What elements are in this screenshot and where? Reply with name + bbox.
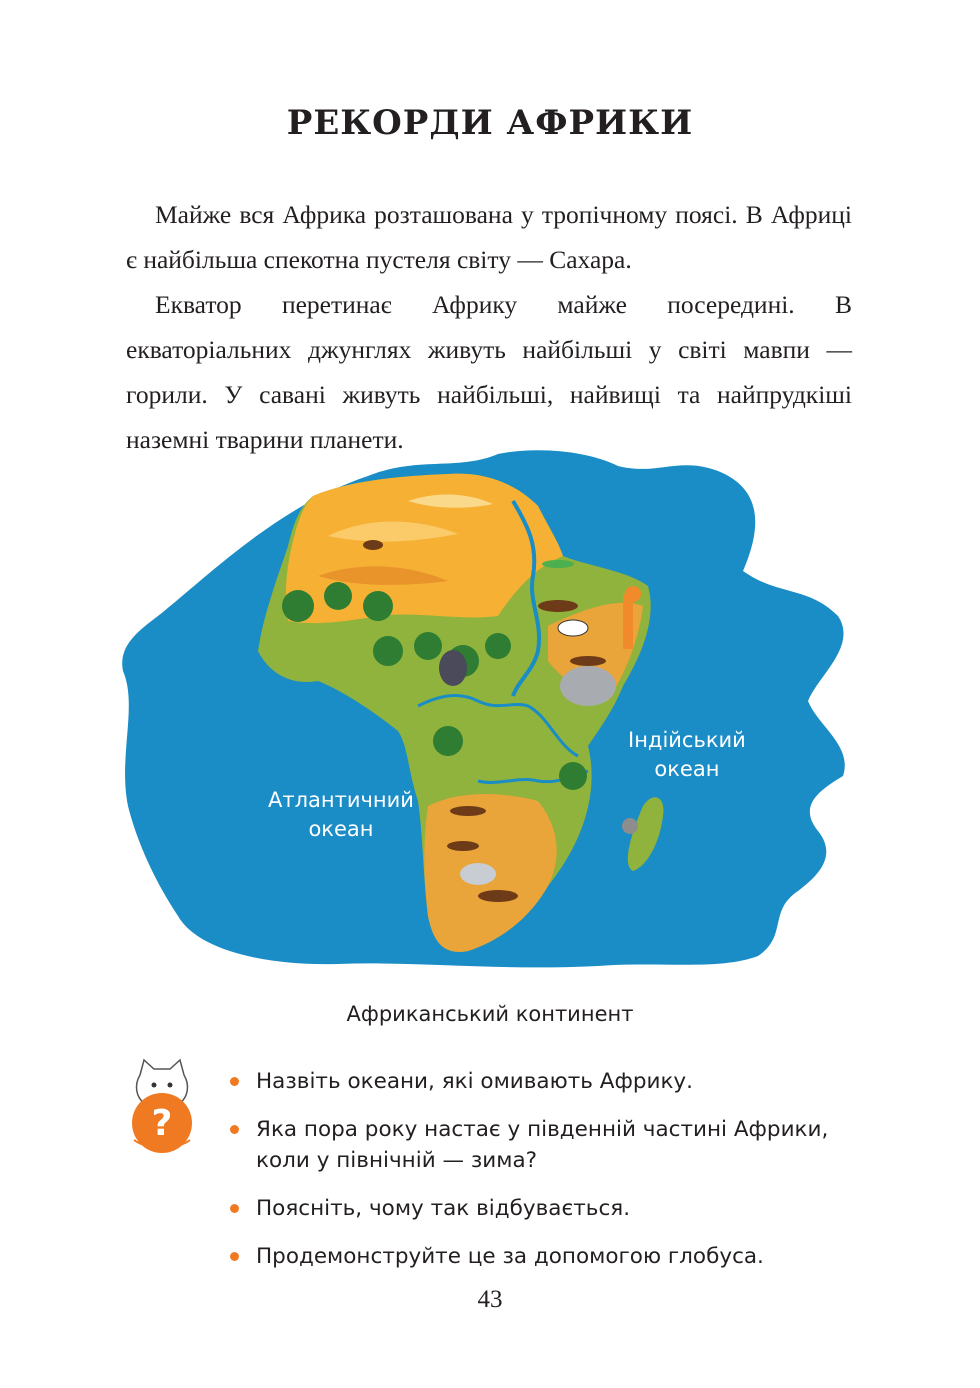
body-text: [126, 192, 852, 462]
page-title: РЕКОРДИ АФРИКИ: [286, 103, 694, 143]
giraffe-head-icon: [625, 586, 641, 602]
list-item: Яка пора року настає у південній частині Африки, коли у північній — зима?: [228, 1114, 868, 1176]
list-item: Продемонструйте це за допомогою глобуса.: [228, 1241, 868, 1272]
cat-question-icon: [122, 1055, 202, 1155]
africa-map: [118, 446, 858, 976]
paragraph: Майже вся Африка розташована у тропічному поясі. В Африці є найбільша спекотна пустеля світу — Сахара.: [126, 200, 852, 274]
indian-ocean-label: Індійський океан: [628, 728, 746, 781]
figure-caption: Африканський континент: [346, 1002, 634, 1026]
lemur-icon: [622, 818, 638, 834]
crocodile-icon: [542, 560, 574, 568]
svg-text:?: ?: [151, 1103, 173, 1144]
africa-map-illustration: [118, 446, 858, 976]
gorilla-icon: [439, 650, 467, 686]
list-item: Назвіть океани, які омивають Африку.: [228, 1066, 868, 1097]
bullet-icon: [230, 1077, 239, 1086]
camel-icon: [363, 540, 383, 550]
list-item: Поясніть, чому так відбувається.: [228, 1193, 868, 1224]
bullet-icon: [230, 1252, 239, 1261]
atlantic-ocean-label: Атлантичний океан: [268, 788, 414, 841]
zebra-icon: [558, 620, 588, 636]
question-list: [228, 1066, 868, 1289]
giraffe-icon: [623, 594, 633, 649]
bullet-icon: [230, 1125, 239, 1134]
paragraph: Екватор перетинає Африку майже посередині. В екваторіальних джунглях живуть найбільші у світі мавпи — горили. У савані живуть найбільші, найвищі та найпрудкіші наземні тварини планети.: [126, 290, 852, 454]
page-number: 43: [477, 1286, 503, 1313]
rhino-icon: [460, 863, 496, 885]
bullet-icon: [230, 1204, 239, 1213]
elephant-icon: [560, 666, 616, 706]
